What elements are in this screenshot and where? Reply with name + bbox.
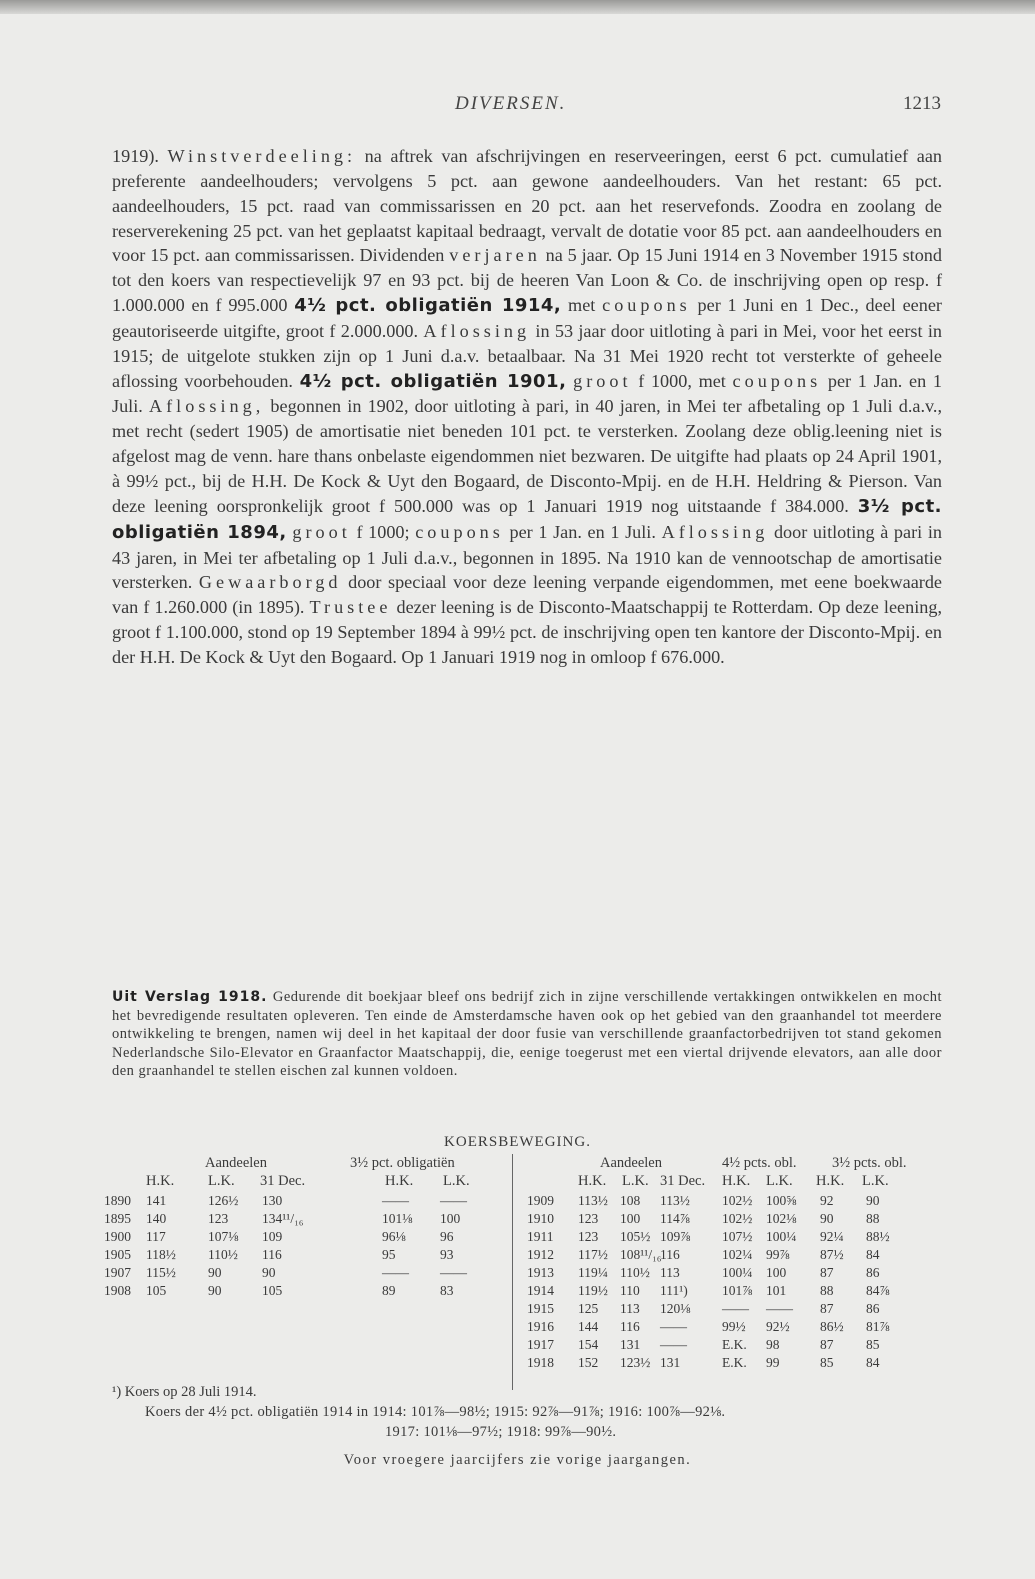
right-table-cell: 116 — [620, 1319, 640, 1334]
right-table-cell: 88 — [820, 1283, 834, 1298]
right-table-cell: 123½ — [620, 1355, 651, 1370]
right-table-cell: 92½ — [766, 1319, 790, 1334]
left-table-cell: 134¹¹/₁₆ — [262, 1211, 304, 1226]
body-text — [112, 144, 942, 670]
right-table-cell: 1917 — [527, 1337, 554, 1352]
left-table-cell: —— — [382, 1193, 409, 1208]
right-table-cell: 1912 — [527, 1247, 554, 1262]
right-table-cell: 84 — [866, 1355, 880, 1370]
right-table-cell: 113 — [620, 1301, 640, 1316]
left-table-cell: —— — [440, 1265, 467, 1280]
right-table-cell: 99 — [766, 1355, 780, 1370]
left-table-cell: 83 — [440, 1283, 454, 1298]
right-table-cell: 123 — [578, 1229, 599, 1244]
spaced-term: Aflossing — [661, 521, 769, 542]
right-table-cell: 108¹¹/₁₆ — [620, 1247, 662, 1262]
right-table-cell: 87 — [820, 1265, 834, 1280]
left-header-hk2: H.K. — [385, 1173, 414, 1189]
left-table-cell: 123 — [208, 1211, 229, 1226]
right-table-cell: 84⅞ — [866, 1283, 890, 1298]
right-header-hk: H.K. — [578, 1173, 607, 1189]
right-table-cell: 100¼ — [766, 1229, 797, 1244]
right-table-cell: 107½ — [722, 1229, 753, 1244]
right-table-cell: 99½ — [722, 1319, 746, 1334]
right-table-cell: 113½ — [660, 1193, 690, 1208]
left-table-cell: 100 — [440, 1211, 461, 1226]
right-table-cell: 1915 — [527, 1301, 554, 1316]
right-table-cell: 101 — [766, 1283, 787, 1298]
right-table-cell: 1916 — [527, 1319, 554, 1334]
right-table-cell: E.K. — [722, 1337, 747, 1352]
right-table-cell: 1911 — [527, 1229, 554, 1244]
left-table-cell: —— — [440, 1193, 467, 1208]
text-run: per 1 Juni en 1 Dec., deel eener geautoriseerde uitgifte, groot f 2.000.000. — [112, 295, 942, 341]
right-header-aandeelen: Aandeelen — [600, 1155, 662, 1171]
left-table-cell: 105 — [262, 1283, 283, 1298]
right-table-cell: 108 — [620, 1193, 641, 1208]
right-table-cell: 110 — [620, 1283, 640, 1298]
left-header-31dec: 31 Dec. — [260, 1173, 306, 1189]
text-run: f 1000, met — [631, 370, 733, 391]
right-table-cell: 90 — [866, 1193, 880, 1208]
left-table-cell: 93 — [440, 1247, 454, 1262]
right-table-cell: 109⅞ — [660, 1229, 691, 1244]
left-table-cell: 126½ — [208, 1193, 239, 1208]
right-table-cell: 131 — [620, 1337, 641, 1352]
bold-heading: 4½ pct. obligatiën 1914, — [294, 295, 562, 317]
right-table-cell: 90 — [820, 1211, 834, 1226]
text-run: begonnen in 1902, door uitloting à pari, in 40 jaren, in Mei ter afbetaling op 1 Juli d.a.v., met recht (sedert 1905) de amortisatie niet beneden 101 pct. te versterken. Zoolang deze oblig.leening niet is afgelost mag de venn. hare thans onbelaste eigendommen niet bezwaren. De uitgifte had plaats op 24 April 1901, à 99½ pct., bij de H.H. De Kock & Uyt den Bogaard, de Disconto-Mpij. en de H.H. Heldring & Pierson. Van deze leening oorspronkelijk groot f 500.000 was op 1 Januari 1919 nog uitstaande f 384.000. — [112, 396, 943, 516]
annual-report-excerpt — [112, 988, 942, 1081]
left-table-cell: 1895 — [104, 1211, 131, 1226]
spaced-term: groot — [292, 521, 351, 542]
right-table-cell: 123 — [578, 1211, 599, 1226]
right-table-cell: 86 — [866, 1301, 880, 1316]
left-table-cell: 105 — [146, 1283, 167, 1298]
right-table-cell: 152 — [578, 1355, 599, 1370]
spaced-term: groot — [573, 370, 632, 391]
footnote: ¹) Koers op 28 Juli 1914. — [112, 1384, 257, 1400]
spaced-term: Gewaarborgd — [198, 572, 342, 593]
right-table-cell: 120⅛ — [660, 1301, 691, 1316]
text-run: 1919). — [112, 146, 168, 166]
right-table-cell: 86 — [866, 1265, 880, 1280]
right-table-cell: 1914 — [527, 1283, 554, 1298]
right-header-lk3: L.K. — [862, 1173, 889, 1189]
right-table-cell: —— — [660, 1319, 687, 1334]
right-table-cell: 87 — [820, 1301, 834, 1316]
spaced-term: Trustee — [309, 597, 392, 618]
right-table-cell: 85 — [820, 1355, 834, 1370]
right-table-cell: 100 — [766, 1265, 787, 1280]
right-table-cell: 102⅛ — [766, 1211, 797, 1226]
right-table-cell: 88 — [866, 1211, 880, 1226]
running-title: DIVERSEN. — [455, 93, 567, 114]
report-heading: Uit Verslag 1918. — [112, 989, 268, 1005]
text-run: door uitloting à pari in 43 jaren, in Mei ter afbetaling op 1 Juli d.a.v., begonnen in 1895. Na 1910 kan de vennootschap de amortisatie versterken. — [112, 521, 942, 593]
page-number: 1213 — [903, 93, 941, 114]
left-header-obligaties: 3½ pct. obligatiën — [350, 1155, 455, 1171]
left-header-lk2: L.K. — [443, 1173, 470, 1189]
text-run: f 1000; — [350, 521, 416, 542]
left-table-cell: —— — [382, 1265, 409, 1280]
spaced-term: coupons — [415, 521, 504, 542]
right-table-cell: 87½ — [820, 1247, 844, 1262]
right-header-35-obl: 3½ pcts. obl. — [832, 1155, 907, 1171]
left-table-cell: 96⅛ — [382, 1229, 406, 1244]
right-header-hk3: H.K. — [816, 1173, 845, 1189]
left-header-hk: H.K. — [146, 1173, 175, 1189]
bond-price-note: Koers der 4½ pct. obligatiën 1914 in 1914: 101⅞—98½; 1915: 92⅞—91⅞; 1916: 100⅞—92⅛. — [145, 1404, 726, 1420]
right-table-cell: 119¼ — [578, 1265, 608, 1280]
left-table-cell: 116 — [262, 1247, 282, 1262]
right-table-cell: 102½ — [722, 1211, 753, 1226]
right-table-cell: 105½ — [620, 1229, 651, 1244]
right-table-cell: 92 — [820, 1193, 834, 1208]
right-table-cell: 84 — [866, 1247, 880, 1262]
right-table-cell: —— — [722, 1301, 749, 1316]
text-run: door speciaal voor deze leening verpande eigendommen, met eene boekwaarde van f 1.260.000 (in 1895). — [112, 572, 942, 618]
right-table-cell: 92¼ — [820, 1229, 844, 1244]
earlier-figures-note: Voor vroegere jaarcijfers zie vorige jaargangen. — [343, 1452, 692, 1468]
right-table-cell: —— — [660, 1337, 687, 1352]
right-table-cell: 87 — [820, 1337, 834, 1352]
text-run: na 5 jaar. Op 15 Juni 1914 en 3 November 1915 stond tot den koers van respectievelijk 97 en 93 pct. bij de heeren Van Loon & Co. de inschrijving open op resp. — [112, 245, 942, 291]
left-header-aandeelen: Aandeelen — [205, 1155, 267, 1171]
left-table-cell: 1905 — [104, 1247, 131, 1262]
left-table-cell: 1907 — [104, 1265, 131, 1280]
left-table-cell: 90 — [262, 1265, 276, 1280]
right-header-lk2: L.K. — [766, 1173, 793, 1189]
right-table-cell: 81⅞ — [866, 1319, 890, 1334]
spaced-term: Winstverdeeling: — [167, 146, 357, 166]
right-table-cell: 86½ — [820, 1319, 844, 1334]
table-title: KOERSBEWEGING. — [444, 1134, 591, 1150]
left-table-cell: 90 — [208, 1283, 222, 1298]
right-table-cell: 102¼ — [722, 1247, 753, 1262]
right-header-45-obl: 4½ pcts. obl. — [722, 1155, 797, 1171]
left-table-cell: 107⅛ — [208, 1229, 239, 1244]
right-table-cell: 117½ — [578, 1247, 608, 1262]
spaced-term: Aflossing, — [148, 396, 265, 417]
right-header-31dec: 31 Dec. — [660, 1173, 706, 1189]
left-table-cell: 1900 — [104, 1229, 131, 1244]
running-head — [0, 93, 1035, 117]
left-table-cell: 140 — [146, 1211, 167, 1226]
left-table-cell: 130 — [262, 1193, 283, 1208]
spaced-term: Aflossing — [423, 320, 531, 341]
spaced-term: coupons — [732, 370, 822, 391]
left-table-cell: 95 — [382, 1247, 396, 1262]
right-table-cell: 98 — [766, 1337, 780, 1352]
right-header-hk2: H.K. — [722, 1173, 751, 1189]
right-table-cell: 114⅞ — [660, 1211, 690, 1226]
left-table-cell: 90 — [208, 1265, 222, 1280]
right-table-cell: 113½ — [578, 1193, 608, 1208]
right-table-cell: 119½ — [578, 1283, 608, 1298]
spaced-term: coupons — [602, 295, 691, 316]
spaced-term: verjaren — [449, 245, 541, 266]
right-table-cell: 111¹) — [660, 1283, 688, 1298]
text-run: f 1.000.000 en f 995.000 — [112, 270, 942, 316]
right-table-cell: 125 — [578, 1301, 599, 1316]
right-table-cell: 1913 — [527, 1265, 554, 1280]
text-run: met — [561, 295, 603, 316]
right-table-cell: 131 — [660, 1355, 681, 1370]
right-table-cell: 144 — [578, 1319, 599, 1334]
right-table-cell: 85 — [866, 1337, 880, 1352]
left-table-cell: 117 — [146, 1229, 166, 1244]
table-divider — [512, 1154, 513, 1390]
right-table-cell: 116 — [660, 1247, 680, 1262]
left-table-cell: 101⅛ — [382, 1211, 413, 1226]
left-table-cell: 115½ — [146, 1265, 176, 1280]
text-run: na aftrek van afschrijvingen en reserveeringen, eerst 6 pct. cumulatief aan preferente aandeelhouders; vervolgens 5 pct. aan gewone aandeelhouders. Van het restant: 65 pct. aandeelhouders, 15 pct. raad van commissarissen en 20 pct. aan het reservefonds. Zoodra en zoolang de reserverekening 25 pct. van het geplaatst kapitaal bedraagt, vervalt de dotatie voor 85 pct. aan aandeelhouders en voor 15 pct. aan commissarissen. Dividenden — [112, 146, 942, 266]
left-table-cell: 89 — [382, 1283, 396, 1298]
right-table-cell: 113 — [660, 1265, 680, 1280]
right-table-cell: 154 — [578, 1337, 599, 1352]
right-table-cell: 1910 — [527, 1211, 554, 1226]
bond-price-note-continued: 1917: 101⅛—97½; 1918: 99⅞—90½. — [385, 1424, 617, 1440]
text-run: in 53 jaar door uitloting à pari in Mei, voor het eerst in 1915; de uitgelote stukken zijn op 1 Juni d.a.v. betaalbaar. Na 31 Mei 1920 recht tot versterkte of geheele aflossing voorbehouden. — [112, 320, 942, 391]
text-run: per 1 Jan. en 1 Juli. — [503, 521, 662, 542]
left-table-cell: 141 — [146, 1193, 167, 1208]
right-table-cell: 99⅞ — [766, 1247, 790, 1262]
right-table-cell: 100¼ — [722, 1265, 753, 1280]
right-table-cell: 100⅝ — [766, 1193, 797, 1208]
right-table-cell: —— — [766, 1301, 793, 1316]
text-run: dezer leening is de Disconto-Maatschappij te Rotterdam. Op deze leening, groot f 1.100.000, stond op 19 September 1894 à 99½ pct. de inschrijving open ten kantore der Disconto-Mpij. en der H.H. De Kock & Uyt den Bogaard. Op 1 Januari 1919 nog in omloop f 676.000. — [112, 597, 942, 667]
right-table-cell: 88½ — [866, 1229, 890, 1244]
right-table-cell: E.K. — [722, 1355, 747, 1370]
right-table-cell: 1909 — [527, 1193, 554, 1208]
left-table-cell: 109 — [262, 1229, 283, 1244]
left-header-lk: L.K. — [208, 1173, 235, 1189]
bold-heading: 3½ pct. obligatiën 1894, — [112, 495, 943, 543]
paragraph-main — [112, 144, 942, 670]
report-text: Gedurende dit boekjaar bleef ons bedrijf zich in zijne verschillende vertakkingen ontwikkelen en mocht het bevredigende resultaten opleveren. Ten einde de Amsterdamsche haven ook op het gebied van den graanhandel tot meerdere ontwikkeling te brengen, namen wij deel in het kapitaal der door fusie van verschillende graanfactorbedrijven tot stand gekomen Nederlandsche Silo-Elevator en Graanfactor Maatschappij, die, eenige toegerust met een viertal drijvende elevators, aan alle door den graanhandel te stellen eischen zal kunnen voldoen. — [112, 989, 943, 1080]
left-table-cell: 1908 — [104, 1283, 131, 1298]
right-table-cell: 1918 — [527, 1355, 554, 1370]
left-table-cell: 1890 — [104, 1193, 131, 1208]
right-table-cell: 100 — [620, 1211, 641, 1226]
right-table-cell: 101⅞ — [722, 1283, 753, 1298]
text-run: per 1 Jan. en 1 Juli. — [112, 370, 943, 417]
left-table-cell: 110½ — [208, 1247, 238, 1262]
right-header-lk: L.K. — [622, 1173, 649, 1189]
left-table-cell: 118½ — [146, 1247, 176, 1262]
right-table-cell: 102½ — [722, 1193, 753, 1208]
right-table-cell: 110½ — [620, 1265, 650, 1280]
bold-heading: 4½ pct. obligatiën 1901, — [299, 370, 567, 392]
left-table-cell: 96 — [440, 1229, 454, 1244]
